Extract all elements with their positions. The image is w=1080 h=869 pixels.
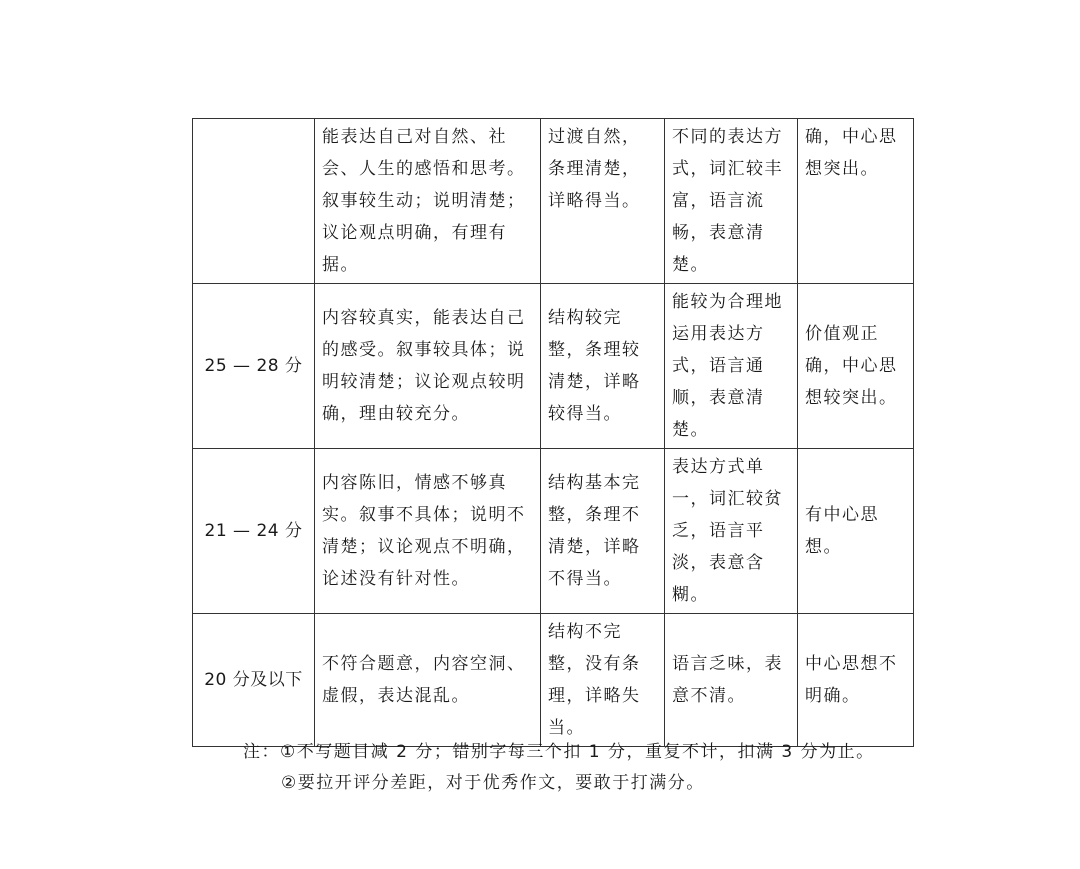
score-range-cell: 21 — 24 分	[193, 449, 315, 614]
score-range-cell: 20 分及以下	[193, 614, 315, 747]
content-criteria-cell: 能表达自己对自然、社会、人生的感悟和思考。叙事较生动；说明清楚；议论观点明确，有理有据。	[315, 119, 541, 284]
score-range-cell: 25 — 28 分	[193, 284, 315, 449]
table-row	[193, 614, 914, 747]
table-row	[193, 119, 914, 284]
language-criteria-cell: 语言乏味，表意不清。	[665, 614, 798, 747]
score-range-cell	[193, 119, 315, 284]
content-criteria-cell: 内容陈旧，情感不够真实。叙事不具体；说明不清楚；议论观点不明确，论述没有针对性。	[315, 449, 541, 614]
content-criteria-cell: 内容较真实，能表达自己的感受。叙事较具体；说明较清楚；议论观点较明确，理由较充分。	[315, 284, 541, 449]
language-criteria-cell: 不同的表达方式，词汇较丰富，语言流畅，表意清楚。	[665, 119, 798, 284]
content-criteria-cell: 不符合题意，内容空洞、虚假，表达混乱。	[315, 614, 541, 747]
note-line-2: ②要拉开评分差距，对于优秀作文，要敢于打满分。	[281, 773, 705, 793]
language-criteria-cell: 能较为合理地运用表达方式，语言通顺，表意清楚。	[665, 284, 798, 449]
structure-criteria-cell: 结构基本完整，条理不清楚，详略不得当。	[541, 449, 665, 614]
language-criteria-cell: 表达方式单一，词汇较贫乏，语言平淡，表意含糊。	[665, 449, 798, 614]
center-idea-criteria-cell: 中心思想不明确。	[798, 614, 914, 747]
center-idea-criteria-cell: 价值观正确，中心思想较突出。	[798, 284, 914, 449]
structure-criteria-cell: 结构不完整，没有条理，详略失当。	[541, 614, 665, 747]
note-line-1: 注：①不写题目减 2 分；错别字每三个扣 1 分，重复不计，扣满 3 分为止。	[243, 742, 875, 762]
structure-criteria-cell: 结构较完整，条理较清楚，详略较得当。	[541, 284, 665, 449]
center-idea-criteria-cell: 有中心思想。	[798, 449, 914, 614]
center-idea-criteria-cell: 确，中心思想突出。	[798, 119, 914, 284]
table-row	[193, 449, 914, 614]
structure-criteria-cell: 过渡自然，条理清楚，详略得当。	[541, 119, 665, 284]
table-row	[193, 284, 914, 449]
scoring-rubric-table	[192, 118, 914, 747]
